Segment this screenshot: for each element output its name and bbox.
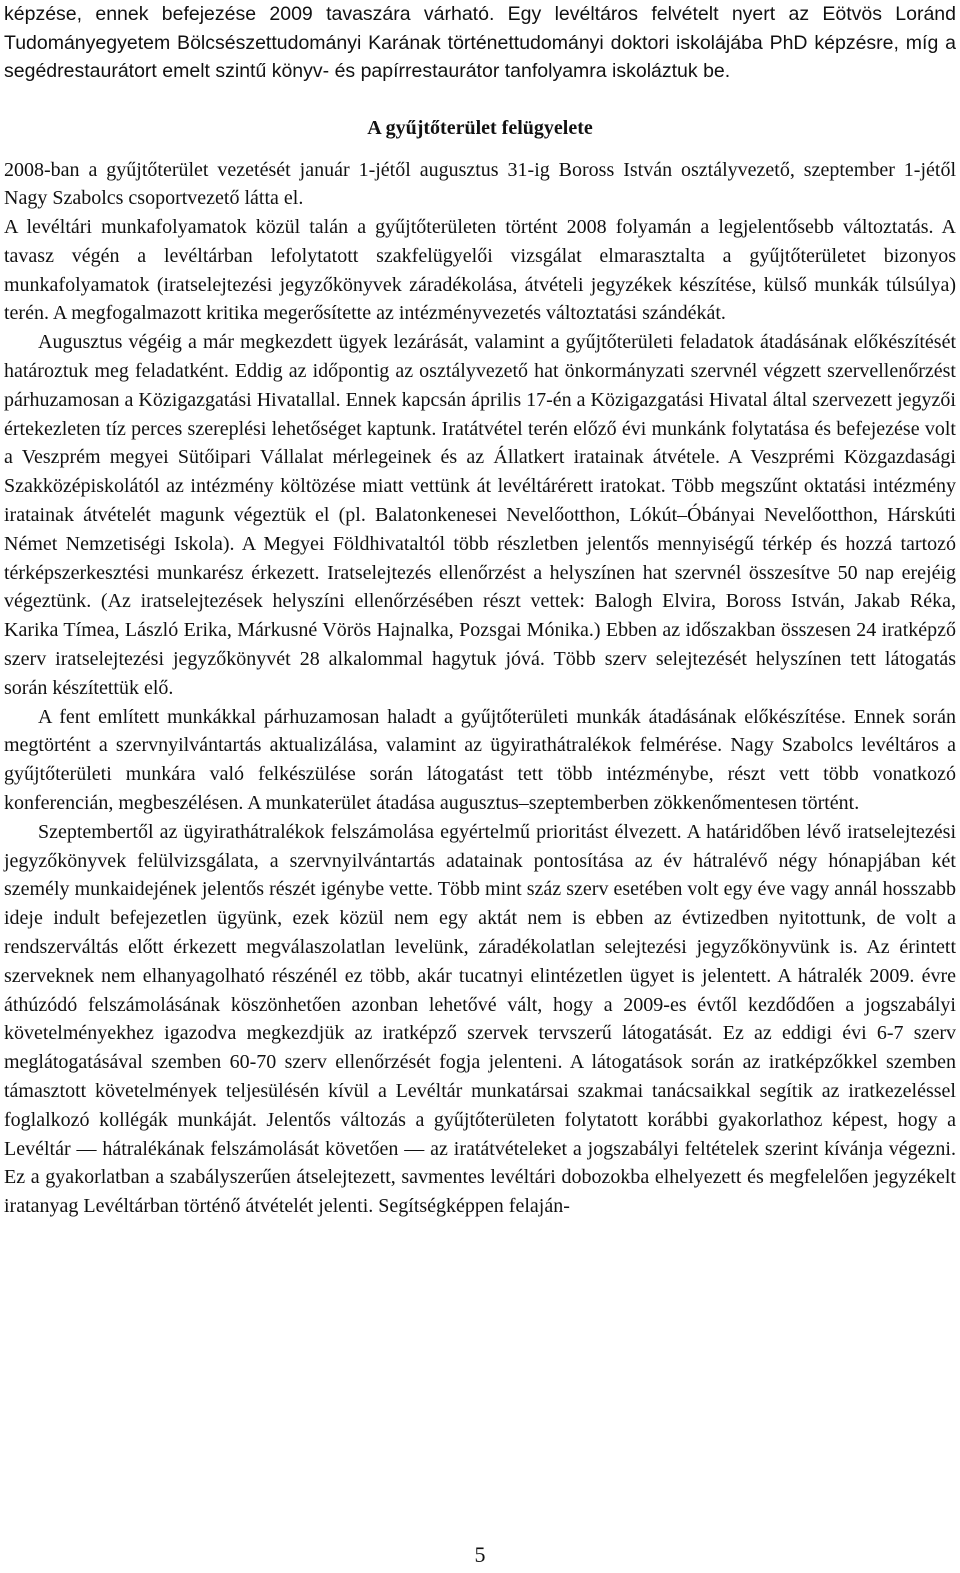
document-page bbox=[4, 0, 956, 1221]
page-number: 5 bbox=[474, 1542, 486, 1567]
section-heading: A gyűjtőterület felügyelete bbox=[367, 116, 593, 139]
section-paragraph-4: A fent említett munkákkal párhuzamosan haladt a gyűjtőterületi munkák átadásának előkészítése. Ennek során megtörtént a szervnyilvántartás aktualizálása, valamint az ügyirathátralékok felmérése. Nagy Szabolcs levéltáros a gyűjtőterületi munkára való felkészülése során látogatást tett több intézménybe, részt vett több vonatkozó konferencián, megbeszélésen. A munkaterület átadása augusztus–szeptemberben zökkenőmentesen történt. bbox=[4, 705, 956, 815]
section-paragraph-5: Szeptembertől az ügyirathátralékok felszámolása egyértelmű prioritást élvezett. A határidőben lévő iratselejtezési jegyzőkönyvek felülvizsgálata, a szervnyilvántartás adatainak pontosítása az év hátralévő négy hónapjában két személy munkaidejének jelentős részét igénybe vette. Több mint száz szerv esetében volt egy éve vagy annál hosszabb ideje indult befejezetlen ügyünk, ezek közül nem egy aktát nem is ebben az évtizedben nyitottunk, de volt a rendszerváltás előtt érkezett megválaszolatlan levelünk, záradékolatlan selejtezési jegyzőkönyvünk is. Az érintett szerveknek nem elhanyagolható részénél ez több, akár tucatnyi elintézetlen ügyet is jelentett. A hátralék 2009. évre áthúzódó felszámolásának köszönhetően azonban lehetővé vált, hogy a 2009-es évtől kezdődően a jogszabályi követelményekhez igazodva megkezdjük az iratképző szervek tervszerű látogatását. Ez az eddigi évi 6-7 szerv meglátogatásával szemben 60-70 szerv ellenőrzését fogja jelenteni. A látogatások során az iratképzőkkel szemben támasztott követelmények teljesülésén kívül a Levéltár munkatársai szakmai tanácsaikkal segítik az iratkezeléssel foglalkozó kollégák munkáját. Jelentős változás a gyűjtőterületen folytatott korábbi gyakorlathoz képest, hogy a Levéltár — hátralékának felszámolását követően — az iratátvételeket a jogszabályi feltételek szerint kívánja végezni. Ez a gyakorlatban a szabályszerűen átselejtezett, savmentes levéltári dobozokba elhelyezett és megfelelően jegyzékelt iratanyag Levéltárban történő átvételét jelenti. Segítségképpen felaján- bbox=[4, 820, 956, 1218]
section-paragraph-3: Augusztus végéig a már megkezdett ügyek lezárását, valamint a gyűjtőterületi feladatok átadásának előkészítését határoztuk meg feladatként. Eddig az időpontig az osztályvezető hat önkormányzati szervnél végzett szervellenőrzést párhuzamosan a Közigazgatási Hivatallal. Ennek kapcsán április 17-én a Közigazgatási Hivatal által szervezett jegyzői értekezleten tíz perces szereplési lehetőséget kaptunk. Iratátvétel terén előző évi munkánk folytatása és befejezése volt a Veszprém megyei Sütőipari Vállalat mérlegeinek és az Állatkert iratainak átvétele. A Veszprémi Közgazdasági Szakközépiskolától az intézmény költözése miatt vettünk át levéltárérett iratokat. Több megszűnt oktatási intézmény iratainak átvételét magunk végeztük el (pl. Balatonkenesei Nevelőotthon, Lókút–Óbányai Nevelőotthon, Hárskúti Német Nemzetiségi Iskola). A Megyei Földhivataltól több részletben jelentős mennyiségű térkép és hozzá tartozó térképszerkesztési munkarész érkezett. Iratselejtezés ellenőrzést a helyszínen hat szervnél összesítve 50 nap erejéig végeztünk. (Az iratselejtezések helyszíni ellenőrzésében részt vettek: Balogh Elvira, Boross István, Jakab Réka, Karika Tímea, László Erika, Márkusné Vörös Hajnalka, Pozsgai Mónika.) Ebben az időszakban összesen 24 iratképző szerv iratselejtezési jegyzőkönyvét 28 alkalommal hagytuk jóvá. Több szerv selejtezését helyszínen tett látogatás során készítettük elő. bbox=[4, 331, 956, 699]
intro-paragraph: képzése, ennek befejezése 2009 tavaszára várható. Egy levéltáros felvételt nyert az Eötvös Loránd Tudományegyetem Bölcsészettudományi Karának történettudományi doktori iskolájába PhD képzésre, míg a segédrestaurátort emelt szintű könyv- és papírrestaurátor tanfolyamra iskoláztuk be. bbox=[4, 3, 956, 82]
section-paragraph-1: 2008-ban a gyűjtőterület vezetését január 1-jétől augusztus 31-ig Boross István osztályvezető, szeptember 1-jétől Nagy Szabolcs csoportvezető látta el. bbox=[4, 158, 956, 210]
section-paragraph-2: A levéltári munkafolyamatok közül talán a gyűjtőterületen történt 2008 folyamán a legjelentősebb változtatás. A tavasz végén a levéltárban lefolytatott szakfelügyelői vizsgálat elmarasztalta a gyűjtőterületet bizonyos munkafolyamatok (iratselejtezési jegyzőkönyvek záradékolása, átvételi jegyzékek készítése, külső munkák túlsúlya) terén. A megfogalmazott kritika megerősítette az intézményvezetés változtatási szándékát. bbox=[4, 216, 956, 325]
